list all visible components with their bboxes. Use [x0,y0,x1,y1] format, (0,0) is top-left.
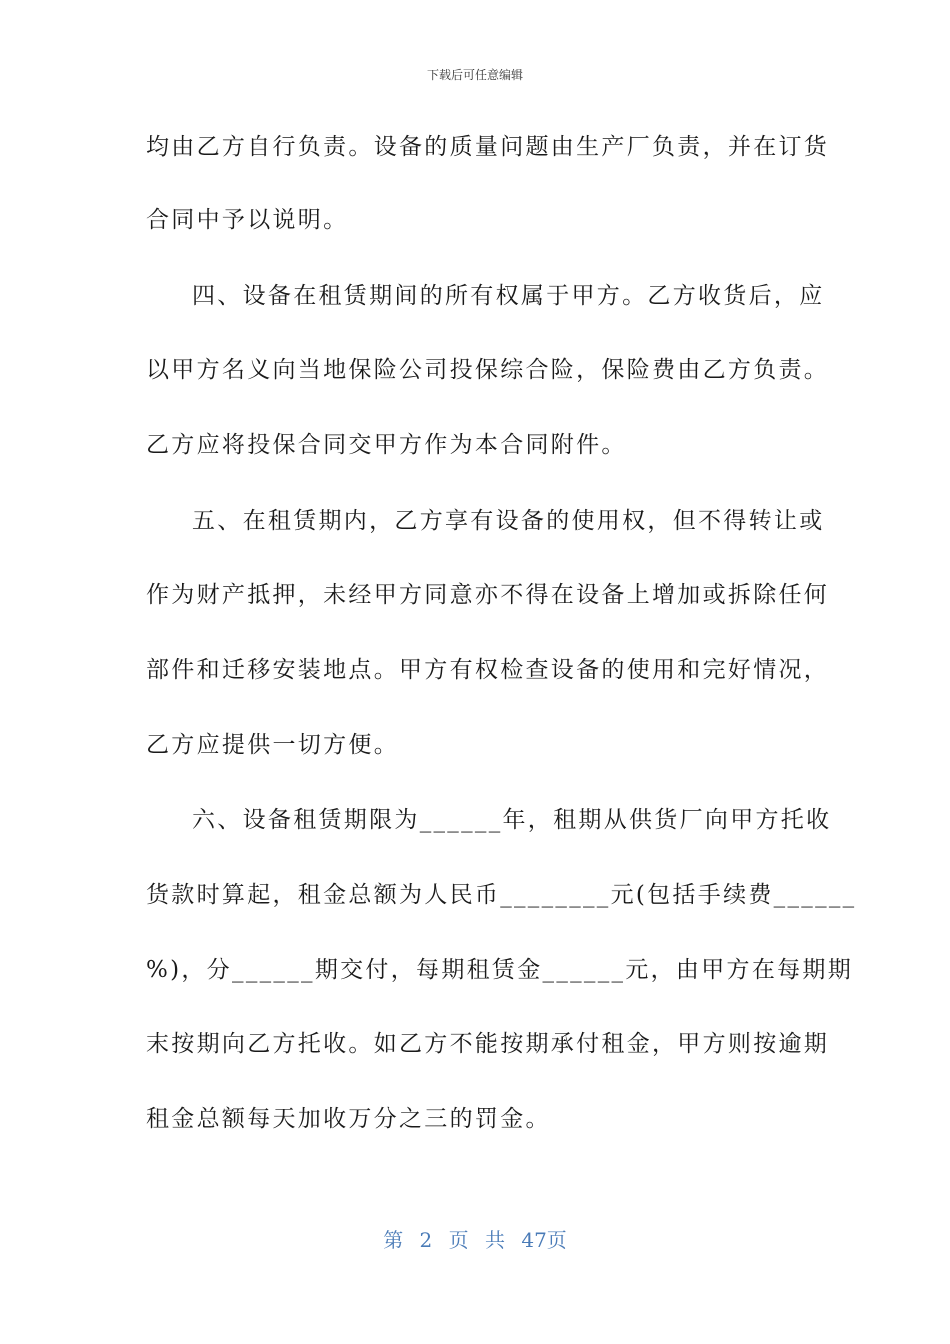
body-line-8: 部件和迁移安装地点。甲方有权检查设备的使用和完好情况， [146,657,830,683]
footer-total-label: 共 [485,1228,505,1252]
body-line-9: 乙方应提供一切方便。 [146,732,399,758]
body-line-3: 四、设备在租赁期间的所有权属于甲方。乙方收货后，应 [192,283,825,309]
body-line-14: 租金总额每天加收万分之三的罚金。 [146,1106,551,1132]
body-line-5: 乙方应将投保合同交甲方作为本合同附件。 [146,432,627,458]
body-line-13: 末按期向乙方托收。如乙方不能按期承付租金，甲方则按逾期 [146,1031,830,1057]
body-line-1: 均由乙方自行负责。设备的质量问题由生产厂负责，并在订货 [146,134,830,160]
footer-prefix: 第 [383,1228,404,1252]
body-line-7: 作为财产抵押，未经甲方同意亦不得在设备上增加或拆除任何 [146,582,830,608]
header-note: 下载后可任意编辑 [426,68,523,82]
body-line-12: %)，分______期交付，每期租赁金______元，由甲方在每期期 [146,957,854,983]
page-footer [0,1224,950,1253]
body-line-4: 以甲方名义向当地保险公司投保综合险，保险费由乙方负责。 [146,357,830,383]
body-line-6: 五、在租赁期内，乙方享有设备的使用权，但不得转让或 [192,508,825,534]
body-line-10: 六、设备租赁期限为______年，租期从供货厂向甲方托收 [192,807,832,833]
footer-total-pages: 47页 [521,1228,567,1252]
footer-current-page: 2 [419,1228,433,1252]
body-line-11: 货款时算起，租金总额为人民币________元(包括手续费______ [146,882,857,908]
footer-page-label: 页 [448,1228,469,1252]
body-line-2: 合同中予以说明。 [146,207,349,233]
